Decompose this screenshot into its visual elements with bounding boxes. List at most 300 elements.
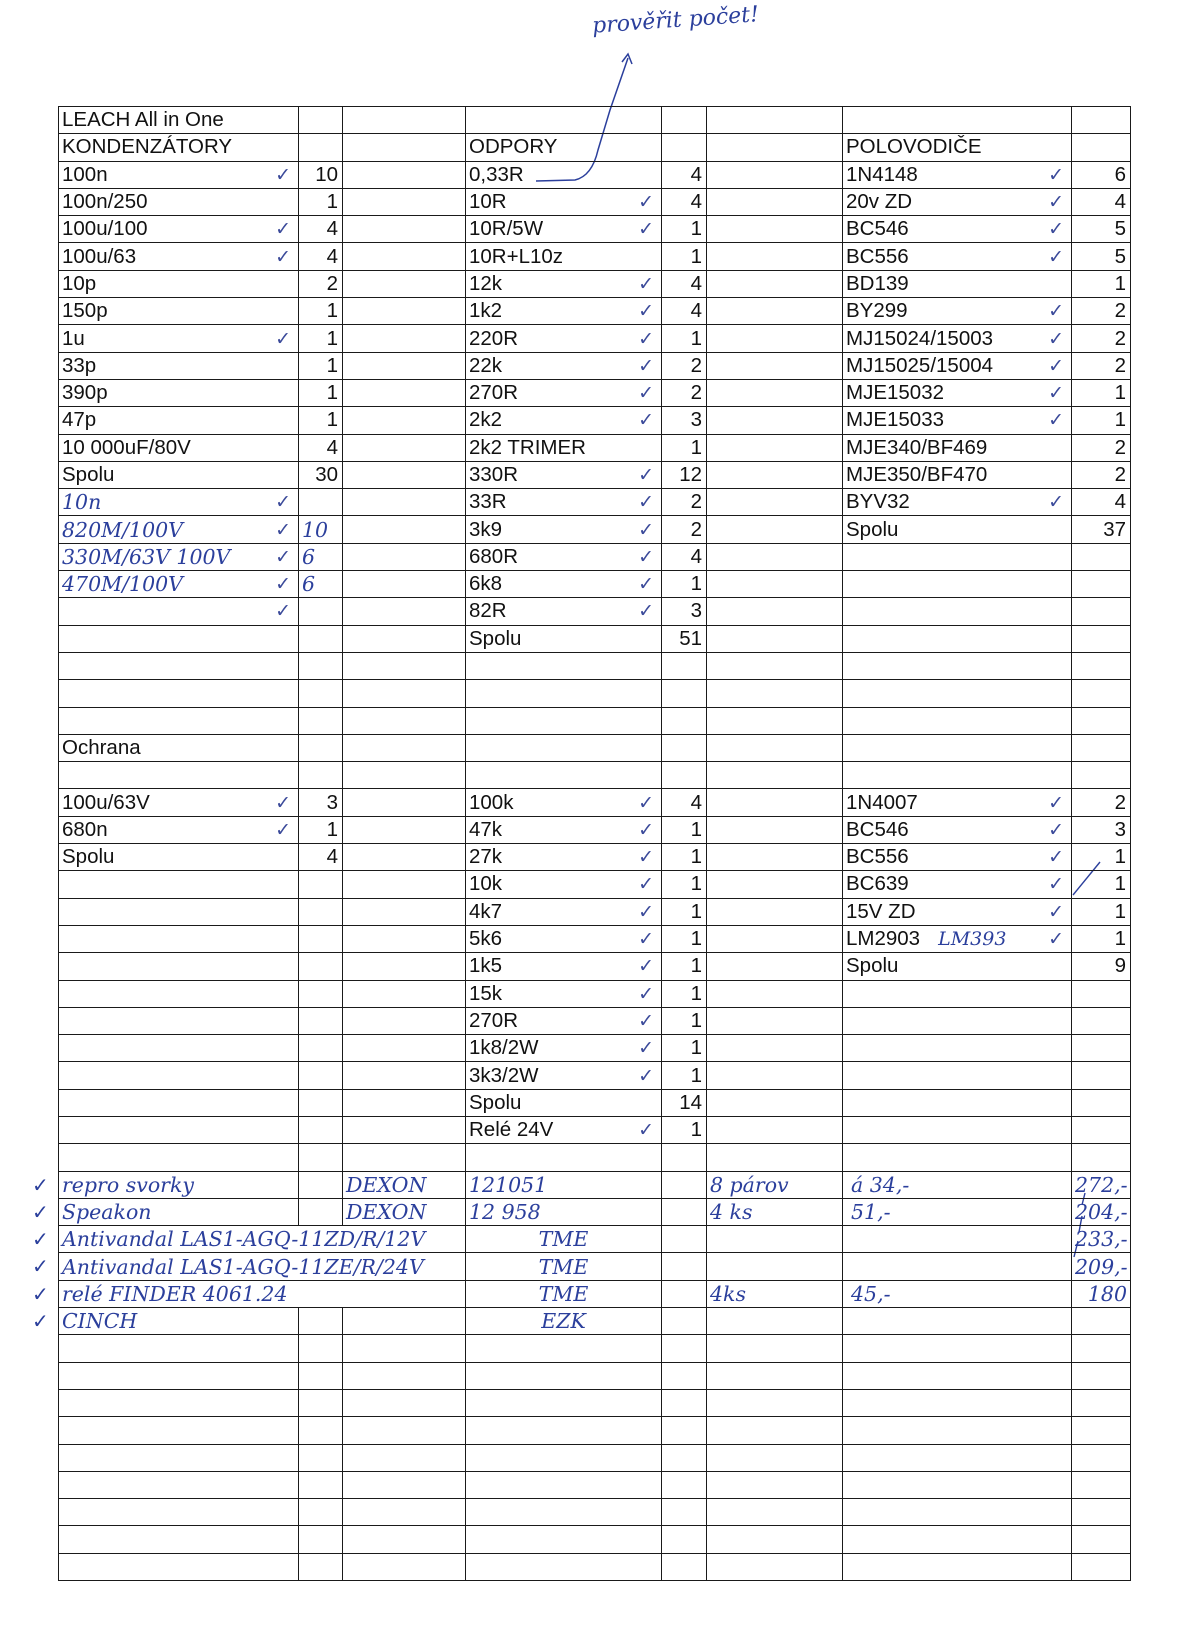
protection-resistor-qty-text: 1 <box>690 1036 702 1060</box>
capacitor-qty <box>299 407 343 434</box>
sheet-title <box>59 107 299 134</box>
section-kondenzatory-text: KONDENZÁTORY <box>62 135 233 159</box>
table-cell <box>707 407 843 434</box>
purchase-item <box>59 1308 299 1335</box>
check-mark-icon: ✓ <box>638 982 654 1005</box>
resistor-qty <box>662 216 707 243</box>
protection-capacitor-qty <box>299 898 343 925</box>
capacitor-qty-text: 1 <box>326 190 338 214</box>
capacitor-name <box>59 598 299 625</box>
resistor-name-text: 3k9 <box>469 517 503 541</box>
protection-capacitor-qty <box>299 980 343 1007</box>
section-polovodice-text: POLOVODIČE <box>846 135 982 159</box>
table-cell <box>662 1226 707 1253</box>
table-cell <box>1072 652 1131 679</box>
table-row <box>59 816 1131 843</box>
resistor-name <box>466 161 662 188</box>
table-cell <box>59 1553 299 1580</box>
table-cell <box>59 1335 299 1362</box>
purchase-row <box>59 1280 1131 1307</box>
empty-row <box>59 1526 1131 1553</box>
table-cell <box>466 1335 662 1362</box>
protection-resistor-name-text: 3k3/2W <box>469 1063 539 1087</box>
protection-resistor-qty-text: 4 <box>690 790 702 814</box>
table-cell <box>843 1389 1072 1416</box>
table-cell <box>707 243 843 270</box>
table-cell <box>59 1471 299 1498</box>
protection-resistor-qty <box>662 1035 707 1062</box>
handwritten-capacitor <box>59 571 299 598</box>
capacitor-qty <box>299 379 343 406</box>
protection-semiconductor-qty-text: 1 <box>1114 872 1126 896</box>
empty-row <box>59 1144 1131 1171</box>
lm393-note: LM393 <box>938 928 1007 951</box>
semiconductor-qty <box>1072 161 1131 188</box>
handwritten-capacitor-text: 330M/63V 100V <box>62 544 231 569</box>
table-cell <box>662 1389 707 1416</box>
protection-resistor-name-text: 10k <box>469 872 503 896</box>
resistor-qty <box>662 325 707 352</box>
protection-semiconductor-name-text: LM2903 <box>846 927 921 951</box>
resistor-name <box>466 598 662 625</box>
resistor-name <box>466 571 662 598</box>
resistor-name <box>466 379 662 406</box>
protection-resistor-qty-text: 1 <box>690 1118 702 1142</box>
table-cell <box>343 434 466 461</box>
table-cell <box>1072 1526 1131 1553</box>
protection-resistor-name <box>466 789 662 816</box>
semiconductor-qty <box>1072 461 1131 488</box>
check-mark-icon: ✓ <box>275 545 291 568</box>
table-row <box>59 516 1131 543</box>
table-row <box>59 625 1131 652</box>
handwritten-top-note: prověřit počet! <box>591 2 760 39</box>
table-cell <box>707 1335 843 1362</box>
protection-semiconductor-name <box>843 844 1072 871</box>
table-cell <box>299 1389 343 1416</box>
protection-resistor-qty <box>662 844 707 871</box>
table-row <box>59 216 1131 243</box>
table-row <box>59 243 1131 270</box>
protection-semiconductor-qty <box>1072 871 1131 898</box>
protection-resistor-name-text: 4k7 <box>469 899 503 923</box>
capacitor-qty-text: 1 <box>326 408 338 432</box>
table-row <box>59 434 1131 461</box>
protection-resistor-qty-text: 1 <box>690 954 702 978</box>
table-cell <box>299 1144 343 1171</box>
handwritten-capacitor-qty <box>299 489 343 516</box>
table-cell <box>843 1417 1072 1444</box>
protection-semiconductor-qty-text: 2 <box>1114 790 1126 814</box>
capacitor-name-text: 390p <box>62 381 108 405</box>
check-mark-icon: ✓ <box>638 818 654 841</box>
check-mark-icon: ✓ <box>32 1309 49 1333</box>
semiconductor-name <box>843 161 1072 188</box>
purchase-supplier <box>466 1280 662 1307</box>
table-cell <box>299 762 343 789</box>
resistor-name-text: 2k2 TRIMER <box>469 435 586 459</box>
purchase-row <box>59 1198 1131 1225</box>
table-row <box>59 898 1131 925</box>
purchase-unit-price-text: 45,- <box>851 1281 891 1306</box>
protection-semiconductor-name <box>843 789 1072 816</box>
semiconductor-qty <box>1072 188 1131 215</box>
table-cell <box>343 898 466 925</box>
protection-resistor-name <box>466 1116 662 1143</box>
table-cell <box>707 543 843 570</box>
table-cell <box>707 516 843 543</box>
table-row <box>59 598 1131 625</box>
resistor-qty <box>662 434 707 461</box>
handwritten-capacitor-text: 820M/100V <box>62 517 183 542</box>
protection-capacitor-name <box>59 1007 299 1034</box>
semiconductor-name <box>843 216 1072 243</box>
semiconductor-qty <box>1072 434 1131 461</box>
protection-semiconductor-qty <box>1072 1062 1131 1089</box>
check-mark-icon: ✓ <box>275 491 291 514</box>
table-cell <box>299 1171 343 1198</box>
table-cell <box>343 325 466 352</box>
table-cell <box>1072 1471 1131 1498</box>
table-cell <box>343 270 466 297</box>
resistor-qty <box>662 543 707 570</box>
table-cell <box>59 762 299 789</box>
table-cell <box>466 1362 662 1389</box>
table-cell <box>343 1444 466 1471</box>
protection-resistor-name <box>466 925 662 952</box>
table-cell <box>662 107 707 134</box>
check-mark-icon: ✓ <box>638 928 654 951</box>
table-row <box>59 161 1131 188</box>
table-row <box>59 379 1131 406</box>
check-mark-icon: ✓ <box>1048 409 1064 432</box>
table-cell <box>343 571 466 598</box>
table-cell <box>662 680 707 707</box>
protection-semiconductor-qty <box>1072 898 1131 925</box>
capacitor-qty <box>299 161 343 188</box>
table-cell <box>59 1362 299 1389</box>
semiconductor-qty <box>1072 270 1131 297</box>
semiconductor-qty-text: 5 <box>1114 244 1126 268</box>
table-cell <box>343 134 466 161</box>
handwritten-capacitor-text: 10n <box>62 490 102 515</box>
table-cell <box>707 298 843 325</box>
purchase-unit-price <box>843 1226 1072 1253</box>
semiconductor-qty-text: 1 <box>1114 381 1126 405</box>
table-cell <box>843 734 1072 761</box>
resistor-qty <box>662 270 707 297</box>
protection-capacitor-name-text: 100u/63V <box>62 790 150 814</box>
semiconductor-qty <box>1072 352 1131 379</box>
table-cell <box>662 1444 707 1471</box>
semiconductor-name <box>843 298 1072 325</box>
table-cell <box>843 1471 1072 1498</box>
protection-semiconductor-qty-text: 9 <box>1114 954 1126 978</box>
semiconductor-name <box>843 598 1072 625</box>
capacitor-name-text: 100n <box>62 162 108 186</box>
protection-capacitor-name <box>59 871 299 898</box>
capacitor-qty-text: 10 <box>315 162 338 186</box>
protection-semiconductor-qty <box>1072 1116 1131 1143</box>
protection-capacitor-qty <box>299 1035 343 1062</box>
table-cell <box>466 1471 662 1498</box>
table-cell <box>1072 734 1131 761</box>
empty-row <box>59 1471 1131 1498</box>
table-cell <box>466 1444 662 1471</box>
purchase-code-text: 12 958 <box>469 1200 541 1225</box>
semiconductor-name <box>843 407 1072 434</box>
section-odpory <box>466 134 662 161</box>
capacitor-qty <box>299 352 343 379</box>
protection-semiconductor-qty-text: 1 <box>1114 845 1126 869</box>
purchase-qty <box>707 1171 843 1198</box>
table-cell <box>1072 1417 1131 1444</box>
table-cell <box>662 1308 707 1335</box>
purchase-total-text: 209,- <box>1075 1254 1128 1279</box>
purchase-row <box>59 1253 1131 1280</box>
semiconductor-qty <box>1072 325 1131 352</box>
check-mark-icon: ✓ <box>638 900 654 923</box>
protection-resistor-qty <box>662 1116 707 1143</box>
check-mark-icon: ✓ <box>1048 900 1064 923</box>
table-cell <box>707 270 843 297</box>
semiconductor-name <box>843 489 1072 516</box>
protection-resistor-qty-text: 1 <box>690 872 702 896</box>
table-cell <box>707 1362 843 1389</box>
table-cell <box>343 379 466 406</box>
table-cell <box>662 652 707 679</box>
table-cell <box>59 1417 299 1444</box>
handwritten-capacitor-qty-text: 10 <box>302 517 329 542</box>
table-cell <box>343 1499 466 1526</box>
table-cell <box>662 1253 707 1280</box>
table-cell <box>343 516 466 543</box>
protection-resistor-name <box>466 1062 662 1089</box>
table-cell <box>1072 1499 1131 1526</box>
protection-capacitor-name-text: Spolu <box>62 845 115 869</box>
check-mark-icon: ✓ <box>638 545 654 568</box>
purchase-supplier-text: EZK <box>541 1309 586 1334</box>
table-cell <box>343 925 466 952</box>
table-cell <box>343 652 466 679</box>
capacitor-qty-text: 4 <box>326 244 338 268</box>
table-cell <box>299 707 343 734</box>
capacitor-name-text: 10p <box>62 271 97 295</box>
semiconductor-name <box>843 571 1072 598</box>
table-cell <box>707 461 843 488</box>
resistor-name-text: 680R <box>469 544 519 568</box>
semiconductor-name <box>843 270 1072 297</box>
check-mark-icon: ✓ <box>638 518 654 541</box>
table-cell <box>343 298 466 325</box>
table-row <box>59 871 1131 898</box>
section-ochrana <box>59 734 299 761</box>
table-cell <box>343 161 466 188</box>
table-cell <box>662 1471 707 1498</box>
protection-capacitor-qty <box>299 925 343 952</box>
resistor-qty-text: 2 <box>690 353 702 377</box>
capacitor-qty <box>299 298 343 325</box>
purchase-item-text: Antivandal LAS1-AGQ-11ZD/R/12V <box>62 1227 426 1252</box>
resistor-name-text: 330R <box>469 463 519 486</box>
table-cell <box>707 1444 843 1471</box>
protection-capacitor-name <box>59 1116 299 1143</box>
protection-semiconductor-qty <box>1072 953 1131 980</box>
table-cell <box>707 1553 843 1580</box>
capacitor-qty <box>299 216 343 243</box>
purchase-qty-text: 8 párov <box>710 1172 789 1197</box>
table-cell <box>343 1471 466 1498</box>
table-cell <box>707 1062 843 1089</box>
protection-capacitor-qty <box>299 871 343 898</box>
table-cell <box>299 1499 343 1526</box>
handwritten-capacitor-qty <box>299 516 343 543</box>
table-cell <box>662 762 707 789</box>
protection-resistor-qty-text: 1 <box>690 817 702 841</box>
purchase-item <box>59 1253 466 1280</box>
purchase-item-text: Speakon <box>62 1200 152 1225</box>
resistor-qty <box>662 461 707 488</box>
protection-semiconductor-qty <box>1072 1007 1131 1034</box>
protection-semiconductor-qty <box>1072 789 1131 816</box>
table-cell <box>299 734 343 761</box>
table-cell <box>343 871 466 898</box>
protection-resistor-name <box>466 1035 662 1062</box>
protection-resistor-name <box>466 953 662 980</box>
check-mark-icon: ✓ <box>1048 873 1064 896</box>
table-cell <box>466 1389 662 1416</box>
empty-row <box>59 1362 1131 1389</box>
table-cell <box>707 107 843 134</box>
capacitor-qty-text: 1 <box>326 381 338 405</box>
table-cell <box>843 1444 1072 1471</box>
semiconductor-qty-text: 2 <box>1114 463 1126 486</box>
table-cell <box>707 816 843 843</box>
protection-resistor-qty <box>662 953 707 980</box>
protection-resistor-name-text: 270R <box>469 1008 519 1032</box>
table-cell <box>59 1526 299 1553</box>
table-cell <box>343 1308 466 1335</box>
resistor-qty <box>662 598 707 625</box>
table-cell <box>466 1417 662 1444</box>
protection-semiconductor-name <box>843 1035 1072 1062</box>
semiconductor-qty <box>1072 543 1131 570</box>
empty-row <box>59 762 1131 789</box>
semiconductor-name <box>843 543 1072 570</box>
table-cell <box>707 379 843 406</box>
check-mark-icon: ✓ <box>1048 218 1064 241</box>
capacitor-name <box>59 325 299 352</box>
protection-capacitor-name <box>59 1035 299 1062</box>
resistor-name <box>466 543 662 570</box>
table-cell <box>707 762 843 789</box>
protection-semiconductor-name <box>843 816 1072 843</box>
purchase-total <box>1072 1171 1131 1198</box>
table-cell <box>343 188 466 215</box>
resistor-name-text: 10R/5W <box>469 217 544 241</box>
capacitor-name-text: 100n/250 <box>62 190 148 214</box>
capacitor-name-text: 100u/63 <box>62 244 137 268</box>
bom-table <box>58 106 1131 1581</box>
table-cell <box>466 1526 662 1553</box>
purchase-item <box>59 1280 466 1307</box>
protection-resistor-name <box>466 816 662 843</box>
table-cell <box>466 652 662 679</box>
capacitor-name-text: 1u <box>62 326 85 350</box>
purchase-qty-text: 4 ks <box>710 1200 753 1225</box>
resistor-name-text: Spolu <box>469 626 522 650</box>
table-cell <box>662 707 707 734</box>
semiconductor-qty-text: 6 <box>1114 162 1126 186</box>
semiconductor-qty <box>1072 489 1131 516</box>
capacitor-name <box>59 379 299 406</box>
check-mark-icon: ✓ <box>638 1009 654 1032</box>
table-cell <box>343 1116 466 1143</box>
protection-capacitor-qty <box>299 816 343 843</box>
check-mark-icon: ✓ <box>638 409 654 432</box>
semiconductor-name <box>843 461 1072 488</box>
protection-semiconductor-name-text: BC546 <box>846 817 909 841</box>
resistor-qty <box>662 516 707 543</box>
table-cell <box>343 1362 466 1389</box>
table-cell <box>843 680 1072 707</box>
protection-capacitor-name <box>59 844 299 871</box>
table-cell <box>707 925 843 952</box>
table-cell <box>707 1526 843 1553</box>
resistor-name <box>466 298 662 325</box>
empty-row <box>59 652 1131 679</box>
table-cell <box>299 680 343 707</box>
semiconductor-name <box>843 379 1072 406</box>
table-cell <box>343 1062 466 1089</box>
table-cell <box>299 1198 343 1225</box>
table-cell <box>707 734 843 761</box>
check-mark-icon: ✓ <box>275 245 291 268</box>
protection-capacitor-qty <box>299 789 343 816</box>
table-cell <box>662 1553 707 1580</box>
check-mark-icon: ✓ <box>638 464 654 486</box>
table-cell <box>343 844 466 871</box>
protection-semiconductor-qty-text: 3 <box>1114 817 1126 841</box>
check-mark-icon: ✓ <box>275 163 291 186</box>
section-ochrana-text: Ochrana <box>62 735 141 759</box>
check-mark-icon: ✓ <box>1048 300 1064 323</box>
purchase-item-text: relé FINDER 4061.24 <box>62 1281 288 1306</box>
table-cell <box>707 980 843 1007</box>
section-polovodice <box>843 134 1072 161</box>
check-mark-icon: ✓ <box>638 573 654 596</box>
purchase-supplier-text: TME <box>538 1227 589 1252</box>
table-cell <box>343 680 466 707</box>
protection-resistor-qty <box>662 789 707 816</box>
table-cell <box>59 1389 299 1416</box>
check-mark-icon: ✓ <box>638 846 654 869</box>
table-row <box>59 298 1131 325</box>
table-cell <box>707 1116 843 1143</box>
protection-resistor-name <box>466 980 662 1007</box>
table-cell <box>843 1144 1072 1171</box>
protection-capacitor-name <box>59 1062 299 1089</box>
check-mark-icon: ✓ <box>275 791 291 814</box>
resistor-qty <box>662 489 707 516</box>
purchase-total-text: 204,- <box>1075 1200 1128 1225</box>
resistor-qty-text: 1 <box>690 244 702 268</box>
table-cell <box>1072 707 1131 734</box>
protection-resistor-qty-text: 14 <box>679 1090 702 1114</box>
semiconductor-qty-text: 2 <box>1114 326 1126 350</box>
resistor-name-text: 6k8 <box>469 572 503 596</box>
check-mark-icon: ✓ <box>638 600 654 623</box>
